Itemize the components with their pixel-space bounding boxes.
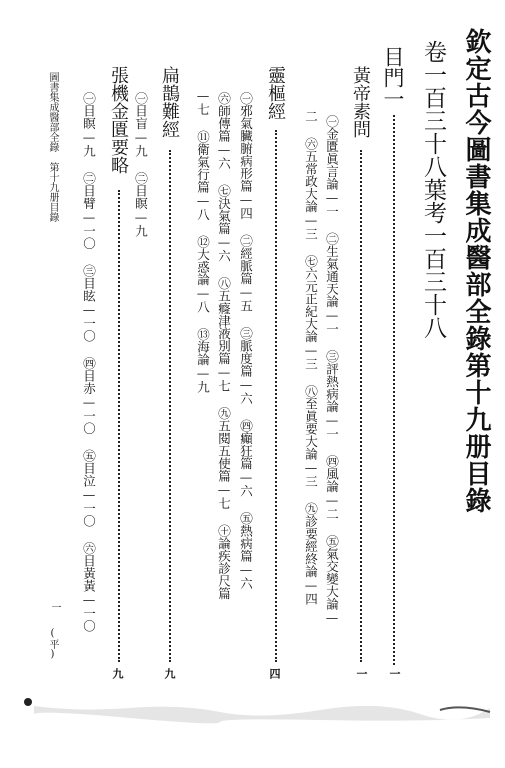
section-heading: 目門一 xyxy=(381,46,405,109)
huangdi-page-number: 一 xyxy=(355,668,368,679)
lingshu-heading: 靈樞經 xyxy=(265,66,286,120)
bianque-leader-dots xyxy=(169,150,171,662)
zhangji-entries-col1: ㊀目瞑—九 ㊁目臂—一〇 ㊂目眩—一〇 ㊃目赤—一〇 ㊄目泣—一〇 ㊅目黃黃—一〇 xyxy=(81,92,97,632)
huangdi-entries-col1: ㊀金匱眞言論—一 ㊁生氣通天論—一 ㊂評熱病論—一 ㊃風論—二 ㊄氣交變大論— xyxy=(324,115,340,625)
bianque-page-number: 九 xyxy=(163,668,176,679)
lingshu-page-number: 四 xyxy=(268,668,281,679)
document-title: 欽定古今圖書集成醫部全錄第十九册目錄 xyxy=(461,28,491,514)
huangdi-leader-dots xyxy=(360,150,362,662)
huangdi-heading: 黃帝素問 xyxy=(350,66,371,138)
bianque-heading: 扁鵲難經 xyxy=(159,66,180,138)
scan-stain-decoration xyxy=(20,692,500,726)
zhangji-heading: 張機金匱要略 xyxy=(108,66,129,174)
lingshu-entries-col2: ㊅師傳篇—六 ㊆決氣篇—六 ㊇五癃津液別篇—七 ㊈五閱五使篇—七 ㊉論疾診尺篇 xyxy=(216,92,232,600)
section-page-number: 一 xyxy=(388,668,401,679)
lingshu-entries-col3: —七 ⑪衛氣行篇—八 ⑫大惑論—八 ⑬海論—九 xyxy=(195,88,211,393)
lingshu-entries-col1: ㊀邪氣臟腑病形篇—四 ㊁經脈篇—五 ㊂脈度篇—六 ㊃癲狂篇—六 ㊄熱病篇—六 xyxy=(238,92,254,590)
volume-range: 卷一百三十八葉考一百三十八 xyxy=(420,40,446,339)
lingshu-leader-dots xyxy=(275,130,277,662)
bianque-entries-col1: ㊀目盲—九 ㊁目瞑—九 xyxy=(133,92,149,237)
zhangji-leader-dots xyxy=(118,190,120,662)
huangdi-entries-col2: 二 ㊅五常政大論—三 ㊆六元正紀大論—三 ㊇至眞要大論—三 ㊈診要經終論—四 xyxy=(303,110,319,605)
footer-page-dash: 一 xyxy=(49,602,60,612)
zhangji-page-number: 九 xyxy=(111,668,124,679)
footer-running-head: 圖書集成醫部全錄 第十九册目錄 xyxy=(47,72,58,222)
section-leader-dots xyxy=(393,115,395,665)
footer-page-number: (平) xyxy=(47,628,58,660)
